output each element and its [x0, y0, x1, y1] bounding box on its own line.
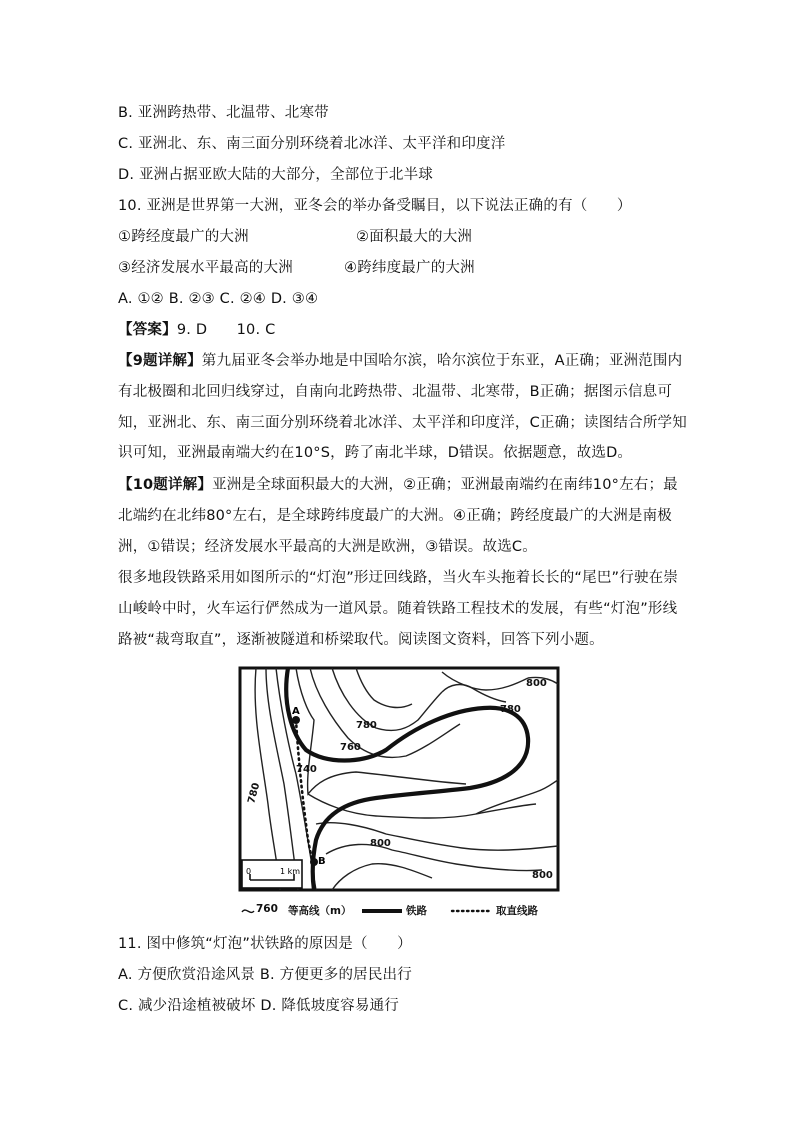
q10-choices: A. ①② B. ②③ C. ②④ D. ③④	[118, 291, 319, 307]
point-a-marker	[292, 716, 300, 724]
q11-options-ab: A. 方便欣赏沿途风景 B. 方便更多的居民出行	[118, 967, 412, 983]
q9-option-b: B. 亚洲跨热带、北温带、北寒带	[118, 105, 329, 121]
explanation-q10-text: 亚洲是全球面积最大的大洲，②正确；亚洲最南端约在南纬10°左右；最北端约在北纬80°左右，是全球跨纬度最广的大洲。④正确；跨经度最广的大洲是南极洲，①错误；经济发展水平最高的大洲是欧洲，③错误。故选C。	[118, 477, 678, 555]
answer-text: 9. D 10. C	[176, 322, 276, 338]
q11-options-cd: C. 减少沿途植被破坏 D. 降低坡度容易通行	[118, 998, 399, 1014]
q10-item-4: ④跨纬度最广的大洲	[344, 260, 475, 276]
contour-label: 800	[370, 838, 391, 849]
scale-bar	[242, 860, 302, 888]
q10-stem: 10. 亚洲是世界第一大洲，亚冬会的举办备受瞩目，以下说法正确的有（ ）	[118, 198, 632, 214]
contour-label: 780	[356, 720, 377, 731]
map-legend	[240, 900, 560, 922]
scale-zero-label: 0	[246, 867, 252, 876]
point-b-marker	[310, 858, 318, 866]
legend-contour-value: 760	[256, 903, 278, 915]
explanation-q9	[118, 346, 688, 469]
point-b-label: B	[318, 856, 326, 867]
contour-label: 800	[526, 678, 547, 689]
contour-map	[236, 664, 562, 894]
contour-label: 780	[500, 704, 521, 715]
legend-contour-text: 等高线（m）	[288, 905, 352, 917]
legend-straight-text: 取直线路	[496, 905, 538, 917]
point-a-label: A	[292, 706, 300, 717]
explanation-q10-label: 【10题详解】	[118, 477, 213, 493]
q10-item-2: ②面积最大的大洲	[356, 229, 473, 245]
answer-line	[118, 320, 275, 340]
q9-option-d: D. 亚洲占据亚欧大陆的大部分，全部位于北半球	[118, 167, 433, 183]
answer-label: 【答案】	[118, 322, 177, 338]
explanation-q9-text: 第九届亚冬会举办地是中国哈尔滨，哈尔滨位于东亚，A正确；亚洲范围内有北极圈和北回归线穿过，自南向北跨热带、北温带、北寒带，B正确；据图示信息可知，亚洲北、东、南三面分别环绕着北冰洋、太平洋和印度洋，C正确；读图结合所学知识可知，亚洲最南端大约在10°S，跨了南北半球，D错误。依据题意，故选D。	[118, 353, 687, 462]
legend-contour-symbol	[242, 910, 254, 912]
q11-stem: 11. 图中修筑“灯泡”状铁路的原因是（ ）	[118, 936, 412, 952]
q10-item-3: ③经济发展水平最高的大洲	[118, 260, 293, 276]
explanation-q9-label: 【9题详解】	[118, 353, 202, 369]
contour-label: 780	[246, 781, 263, 805]
legend-rail-text: 铁路	[406, 905, 427, 917]
contour-label: 760	[340, 742, 361, 753]
reading-passage: 很多地段铁路采用如图所示的“灯泡”形迂回线路，当火车头拖着长长的“尾巴”行驶在崇山峻岭中时，火车运行俨然成为一道风景。随着铁路工程技术的发展，有些“灯泡”形线路被“裁弯取直”，逐渐被隧道和桥梁取代。阅读图文资料，回答下列小题。	[118, 570, 679, 648]
q10-item-1: ①跨经度最广的大洲	[118, 229, 249, 245]
scale-unit-label: 1 km	[280, 867, 301, 876]
contour-label: 800	[532, 870, 553, 881]
contour-label: 740	[296, 764, 317, 775]
explanation-q10	[118, 470, 688, 562]
q9-option-c: C. 亚洲北、东、南三面分别环绕着北冰洋、太平洋和印度洋	[118, 136, 506, 152]
q10-items-row1	[118, 227, 472, 247]
q10-items-row2	[118, 258, 475, 278]
